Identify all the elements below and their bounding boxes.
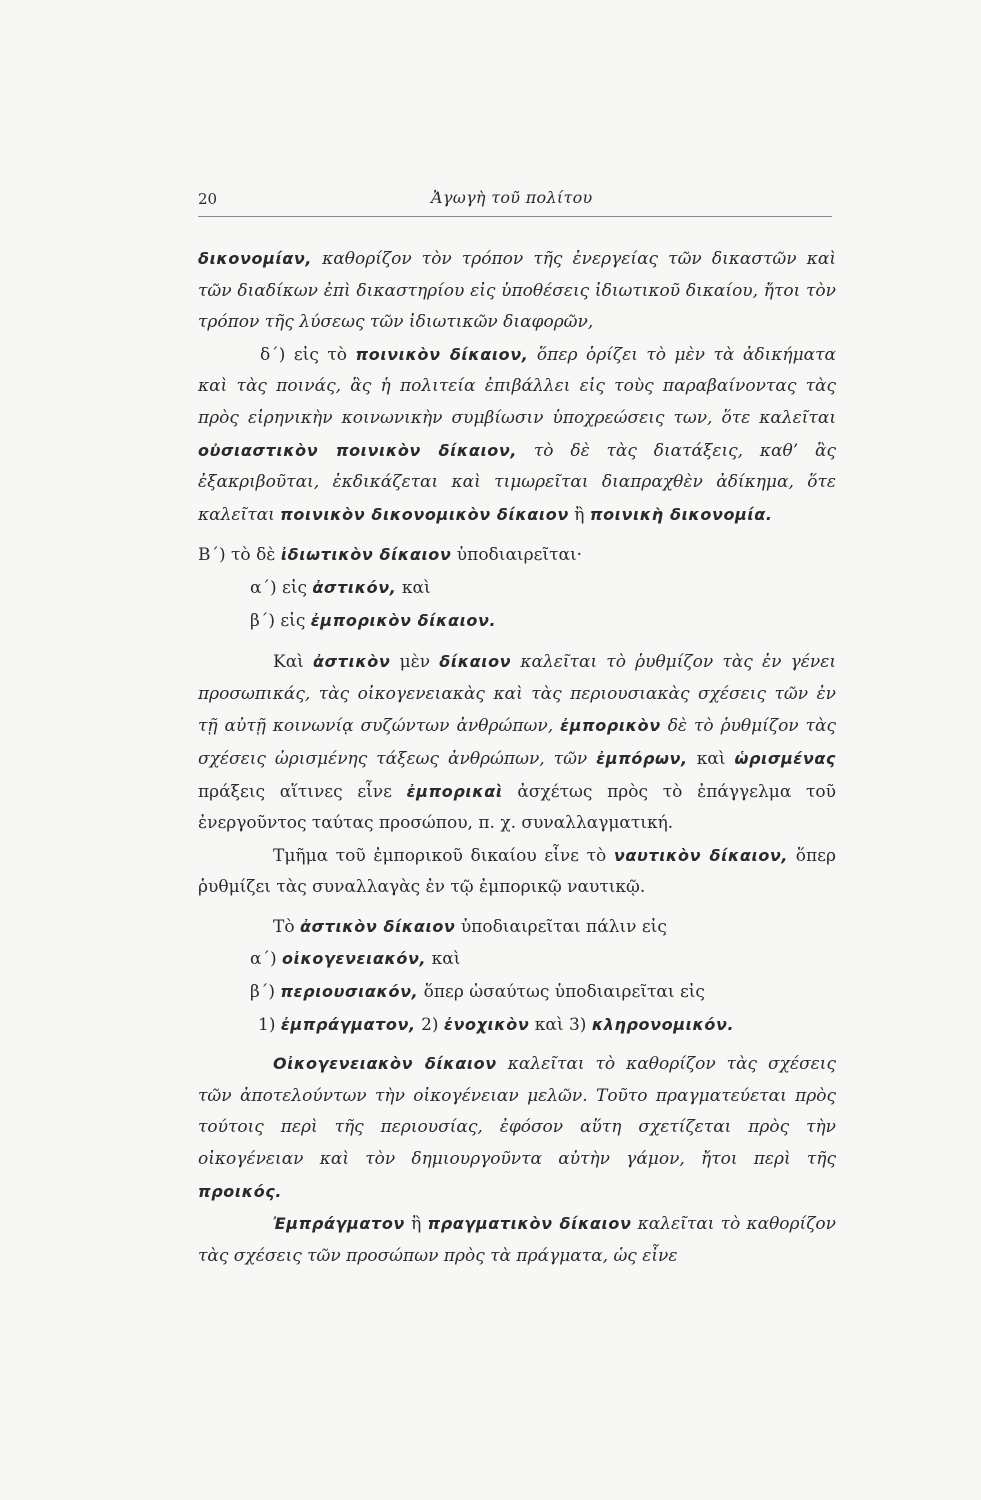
paragraph-maritime-law: Τμῆμα τοῦ ἐμπορικοῦ δικαίου εἶνε τὸ ναυτικὸν δίκαιον, ὅπερ ῥυθμίζει τὰς συναλλαγὰς ἐν τῷ ἐμπορικῷ ναυτικῷ. [198, 845, 836, 898]
paragraph-family-law: Οἰκογενειακὸν δίκαιον καλεῖται τὸ καθορίζον τὰς σχέσεις τῶν ἀποτελούντων τὴν οἰκογένειαν μελῶν. Τοῦτο πραγματεύεται πρὸς τούτοις περὶ τῆς περιουσίας, ἐφόσον αὕτη σχετίζεται πρὸς τὴν οἰκογένειαν καὶ τὸν δημιουργοῦντα αὐτὴν γάμον, ἤτοι περὶ τῆς προικός. [198, 1054, 836, 1201]
list-item-family: α΄) οἰκογενειακόν, καὶ [250, 949, 461, 970]
list-item-commercial: β΄) εἰς ἐμπορικὸν δίκαιον. [250, 610, 497, 631]
paragraph-private-law: Β΄) τὸ δὲ ἰδιωτικὸν δίκαιον ὑποδιαιρεῖται· [198, 545, 583, 566]
page-body [198, 243, 836, 1272]
paragraph-civil-subdivision: Τὸ ἀστικὸν δίκαιον ὑποδιαιρεῖται πάλιν εἰς [273, 916, 667, 937]
page-header [198, 188, 832, 217]
list-item-civil: α΄) εἰς ἀστικόν, καὶ [250, 577, 431, 598]
paragraph-real-property-law: Ἐμπράγματον ἢ πραγματικὸν δίκαιον καλεῖται τὸ καθορίζον τὰς σχέσεις τῶν προσώπων πρὸς τὰ πράγματα, ὡς εἶνε [198, 1214, 836, 1266]
list-item-property-subtypes: 1) ἐμπράγματον, 2) ἐνοχικὸν καὶ 3) κληρονομικόν. [258, 1014, 735, 1035]
paragraph-criminal-law: δ΄) εἰς τὸ ποινικὸν δίκαιον, ὅπερ ὁρίζει τὸ μὲν τὰ ἀδικήματα καὶ τὰς ποινάς, ἃς ἡ πολιτεία ἐπιβάλλει εἰς τοὺς παραβαίνοντας τὰς πρὸς εἰρηνικὴν κοινωνικὴν συμβίωσιν ὑποχρεώσεις των, ὅτε καλεῖται οὐσιαστικὸν ποινικὸν δίκαιον, τὸ δὲ τὰς διατάξεις, καθ’ ἃς ἐξακριβοῦται, ἐκδικάζεται καὶ τιμωρεῖται διαπραχθὲν ἀδίκημα, ὅτε καλεῖται ποινικὸν δικονομικὸν δίκαιον ἢ ποινικὴ δικονομία. [198, 344, 836, 525]
paragraph-civil-commercial-definition: Καὶ ἀστικὸν μὲν δίκαιον καλεῖται τὸ ῥυθμίζον τὰς ἐν γένει προσωπικάς, τὰς οἰκογενειακὰς καὶ τὰς περιουσιακὰς σχέσεις τῶν ἐν τῇ αὐτῇ κοινωνίᾳ συζώντων ἀνθρώπων, ἐμπορικὸν δὲ τὸ ῥυθμίζον τὰς σχέσεις ὡρισμένης τάξεως ἀνθρώπων, τῶν ἐμπόρων, καὶ ὡρισμένας πράξεις αἵτινες εἶνε ἐμπορικαὶ ἀσχέτως πρὸς τὸ ἐπάγγελμα τοῦ ἐνεργοῦντος ταύτας προσώπου, π. χ. συναλλαγματική. [198, 652, 836, 834]
running-title: Ἀγωγὴ τοῦ πολίτου [431, 188, 593, 207]
list-item-property: β΄) περιουσιακόν, ὅπερ ὡσαύτως ὑποδιαιρεῖται εἰς [250, 982, 705, 1003]
page-number: 20 [198, 190, 218, 208]
paragraph-civil-procedure: δικονομίαν, καθορίζον τὸν τρόπον τῆς ἐνεργείας τῶν δικαστῶν καὶ τῶν διαδίκων ἐπὶ δικαστηρίου εἰς ὑποθέσεις ἰδιωτικοῦ δικαίου, ἤτοι τὸν τρόπον τῆς λύσεως τῶν ἰδιωτικῶν διαφορῶν, [198, 249, 836, 333]
